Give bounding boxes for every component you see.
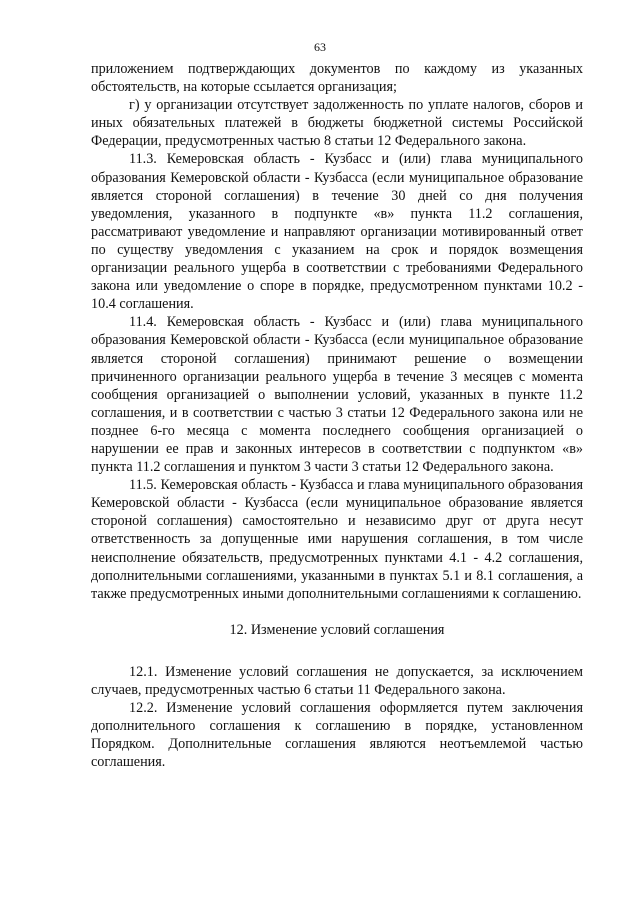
section-title: 12. Изменение условий соглашения: [229, 621, 445, 638]
paragraph-11-4: 11.4. Кемеровская область - Кузбасс и (или) глава муниципального образования Кемеровской области - Кузбасса (если муниципальное образование является стороной соглашения) принимают решение о возмещении причиненного организации реального ущерба в течение 3 месяцев с момента сообщения организацией о выполнении условий, указанных в пункте 11.2 соглашения, и в соответствии с частью 3 статьи 12 Федерального закона или не позднее 6-го месяца с момента последнего сообщения организацией о нарушении ее прав и законных интересов в соответствии с подпунктом «в» пункта 11.2 соглашения и пунктом 3 части 3 статьи 12 Федерального закона.: [91, 314, 583, 476]
paragraph-12-2: 12.2. Изменение условий соглашения оформляется путем заключения дополнительного соглашения к соглашению в порядке, установленном Порядком. Дополнительные соглашения являются неотъемлемой частью соглашения.: [91, 700, 583, 771]
paragraph-11-5: 11.5. Кемеровская область - Кузбасса и глава муниципального образования Кемеровской области - Кузбасса (если муниципальное образование является стороной соглашения) самостоятельно и независимо друг от друга несут ответственность за допущенные ими нарушения соглашения, в том числе неисполнение обязательств, предусмотренных пунктами 4.1 - 4.2 соглашения, дополнительными соглашениями, указанными в пунктах 5.1 и 8.1 соглашения, а также предусмотренных иными дополнительными соглашениями к соглашению.: [91, 477, 583, 602]
paragraph-12-1: 12.1. Изменение условий соглашения не допускается, за исключением случаев, предусмотренных частью 6 статьи 11 Федерального закона.: [91, 663, 583, 698]
page-number: 63: [314, 40, 326, 54]
paragraph-attachment-docs: приложением подтверждающих документов по каждому из указанных обстоятельств, на которые ссылается организация;: [91, 61, 583, 96]
paragraph-11-3: 11.3. Кемеровская область - Кузбасс и (или) глава муниципального образования Кемеровской области - Кузбасса (если муниципальное образование является стороной соглашения) в течение 30 дней со дня получения уведомления, указанного в подпункте «в» пункта 11.2 соглашения, рассматривают уведомление и направляют организации мотивированный ответ по существу уведомления с указанием на срок и порядок возмещения организации реального ущерба в соответствии с требованиями Федерального закона или уведомление о споре в порядке, предусмотренном пунктами 10.2 - 10.4 соглашения.: [91, 151, 583, 313]
paragraph-no-tax-debt: г) у организации отсутствует задолженность по уплате налогов, сборов и иных обязательных платежей в бюджеты бюджетной системы Российской Федерации, предусмотренных частью 8 статьи 12 Федерального закона.: [91, 97, 583, 150]
document-body: [91, 60, 583, 771]
